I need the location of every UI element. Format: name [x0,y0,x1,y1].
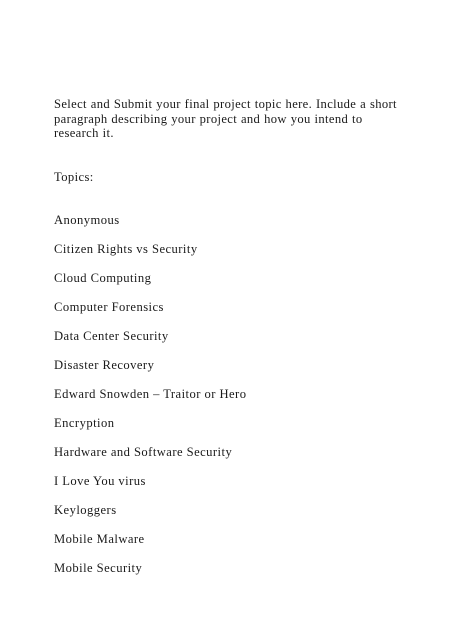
topic-item: Encryption [54,416,115,430]
instructions-paragraph: Select and Submit your final project topic here. Include a short paragraph describing your project and how you intend to research it. [54,97,397,141]
topic-item: Mobile Malware [54,532,145,546]
topic-item: Anonymous [54,213,120,227]
topic-item: Citizen Rights vs Security [54,242,198,256]
topic-item: Mobile Security [54,561,143,575]
topic-item: Keyloggers [54,503,117,517]
topic-item: Cloud Computing [54,271,152,285]
topic-item: I Love You virus [54,474,146,488]
topic-item: Edward Snowden – Traitor or Hero [54,387,247,401]
topic-item: Computer Forensics [54,300,164,314]
topic-item: Hardware and Software Security [54,445,233,459]
topic-item: Disaster Recovery [54,358,155,372]
topic-item: Data Center Security [54,329,169,343]
topic-list [54,213,246,590]
topics-heading: Topics: [54,170,94,184]
